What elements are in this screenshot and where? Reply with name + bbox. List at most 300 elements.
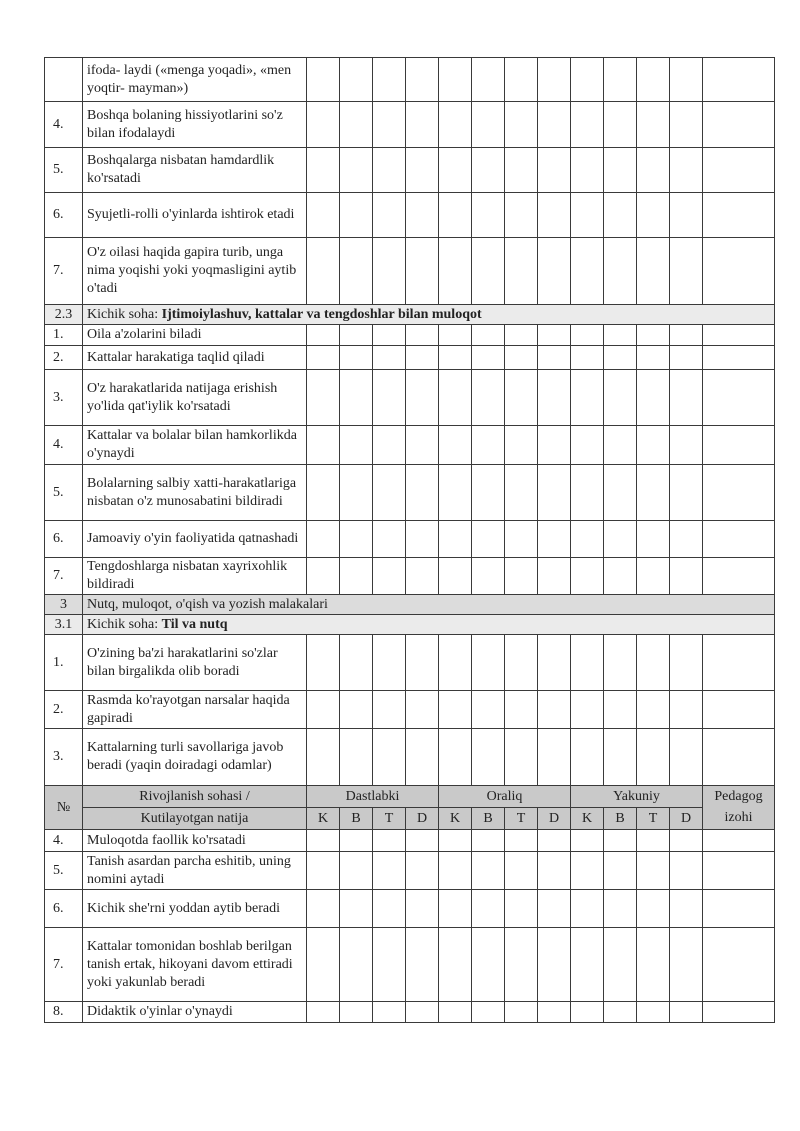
score-cell[interactable] [307,729,340,786]
score-cell[interactable] [604,691,637,729]
score-cell[interactable] [406,426,439,465]
score-cell[interactable] [637,148,670,193]
score-cell[interactable] [307,890,340,928]
score-cell[interactable] [571,58,604,102]
score-cell[interactable] [505,691,538,729]
score-cell[interactable] [571,346,604,370]
score-cell[interactable] [637,102,670,148]
score-cell[interactable] [505,521,538,558]
score-cell[interactable] [472,325,505,346]
score-cell[interactable] [406,830,439,852]
table-row [45,852,775,890]
score-cell[interactable] [439,852,472,890]
score-cell[interactable] [373,635,406,691]
row-number: 4. [45,102,83,148]
score-cell[interactable] [373,325,406,346]
score-cell[interactable] [307,102,340,148]
row-number: 1. [45,635,83,691]
score-cell[interactable] [571,193,604,238]
header-letter: B [340,808,373,830]
score-cell[interactable] [604,325,637,346]
score-cell[interactable] [373,852,406,890]
score-cell[interactable] [472,691,505,729]
score-cell[interactable] [505,558,538,595]
score-cell[interactable] [373,890,406,928]
score-cell[interactable] [637,193,670,238]
score-cell[interactable] [637,238,670,305]
score-cell[interactable] [406,928,439,1002]
score-cell[interactable] [538,58,571,102]
section-title [83,615,775,635]
score-cell[interactable] [340,193,373,238]
score-cell[interactable] [307,691,340,729]
score-cell[interactable] [373,691,406,729]
score-cell[interactable] [505,370,538,426]
score-cell[interactable] [406,521,439,558]
score-cell[interactable] [670,193,703,238]
score-cell[interactable] [439,521,472,558]
score-cell[interactable] [637,58,670,102]
score-cell[interactable] [340,238,373,305]
score-cell[interactable] [571,558,604,595]
score-cell[interactable] [307,370,340,426]
score-cell[interactable] [637,1002,670,1023]
score-cell[interactable] [439,928,472,1002]
score-cell[interactable] [340,58,373,102]
score-cell[interactable] [406,852,439,890]
score-cell[interactable] [307,1002,340,1023]
score-cell[interactable] [571,325,604,346]
score-cell[interactable] [340,465,373,521]
score-cell[interactable] [439,558,472,595]
score-cell[interactable] [307,325,340,346]
row-text: Kattalar tomonidan boshlab berilgan tanish ertak, hikoyani davom ettiradi yoki yakunlab beradi [83,928,307,1002]
score-cell[interactable] [703,852,775,890]
score-cell[interactable] [439,193,472,238]
score-cell[interactable] [604,1002,637,1023]
score-cell[interactable] [472,635,505,691]
score-cell[interactable] [670,521,703,558]
header-letter: B [604,808,637,830]
table-row [45,830,775,852]
header-letter: K [307,808,340,830]
score-cell[interactable] [505,635,538,691]
score-cell[interactable] [373,729,406,786]
score-cell[interactable] [637,346,670,370]
score-cell[interactable] [670,830,703,852]
table-row [45,928,775,1002]
score-cell[interactable] [472,148,505,193]
score-cell[interactable] [505,148,538,193]
score-cell[interactable] [703,1002,775,1023]
score-cell[interactable] [340,558,373,595]
score-cell[interactable] [505,325,538,346]
score-cell[interactable] [670,148,703,193]
score-cell[interactable] [505,465,538,521]
score-cell[interactable] [571,729,604,786]
header-letter: K [439,808,472,830]
score-cell[interactable] [472,890,505,928]
score-cell[interactable] [571,102,604,148]
score-cell[interactable] [406,148,439,193]
score-cell[interactable] [406,193,439,238]
score-cell[interactable] [538,370,571,426]
score-cell[interactable] [307,238,340,305]
score-cell[interactable] [439,890,472,928]
score-cell[interactable] [340,635,373,691]
score-cell[interactable] [307,521,340,558]
score-cell[interactable] [505,928,538,1002]
score-cell[interactable] [637,521,670,558]
score-cell[interactable] [439,325,472,346]
header-note-1: Pedagog [703,786,775,808]
score-cell[interactable] [373,928,406,1002]
header-letter: D [670,808,703,830]
score-cell[interactable] [472,521,505,558]
score-cell[interactable] [439,148,472,193]
score-cell[interactable] [472,346,505,370]
score-cell[interactable] [505,1002,538,1023]
subsection-label: Kichik soha: [87,306,162,322]
score-cell[interactable] [406,890,439,928]
score-cell[interactable] [637,558,670,595]
score-cell[interactable] [505,852,538,890]
score-cell[interactable] [571,370,604,426]
score-cell[interactable] [373,558,406,595]
score-cell[interactable] [439,830,472,852]
score-cell[interactable] [307,148,340,193]
score-cell[interactable] [538,691,571,729]
score-cell[interactable] [505,426,538,465]
score-cell[interactable] [439,465,472,521]
score-cell[interactable] [472,58,505,102]
score-cell[interactable] [538,346,571,370]
assessment-table [44,57,775,1023]
header-number: № [45,786,83,830]
row-text: Rasmda ko'rayotgan narsalar haqida gapiradi [83,691,307,729]
score-cell[interactable] [505,830,538,852]
row-number [45,58,83,102]
score-cell[interactable] [571,635,604,691]
score-cell[interactable] [670,58,703,102]
score-cell[interactable] [340,928,373,1002]
score-cell[interactable] [373,58,406,102]
score-cell[interactable] [604,370,637,426]
row-text: Boshqa bolaning hissiyotlarini so'z bilan ifodalaydi [83,102,307,148]
score-cell[interactable] [406,465,439,521]
score-cell[interactable] [373,238,406,305]
row-text: Kattalar va bolalar bilan hamkorlikda o'ynaydi [83,426,307,465]
section-title: Nutq, muloqot, o'qish va yozish malakalari [83,595,775,615]
score-cell[interactable] [472,465,505,521]
score-cell[interactable] [538,238,571,305]
score-cell[interactable] [670,852,703,890]
score-cell[interactable] [439,729,472,786]
score-cell[interactable] [604,928,637,1002]
score-cell[interactable] [406,558,439,595]
score-cell[interactable] [637,370,670,426]
row-text: ifoda- laydi («menga yoqadi», «men yoqtir- mayman») [83,58,307,102]
score-cell[interactable] [703,691,775,729]
score-cell[interactable] [307,558,340,595]
score-cell[interactable] [703,102,775,148]
header-letter: T [373,808,406,830]
score-cell[interactable] [538,635,571,691]
row-number: 2. [45,346,83,370]
score-cell[interactable] [538,852,571,890]
score-cell[interactable] [670,1002,703,1023]
header-note-2: izohi [703,808,775,830]
score-cell[interactable] [406,346,439,370]
score-cell[interactable] [703,928,775,1002]
score-cell[interactable] [307,193,340,238]
score-cell[interactable] [571,928,604,1002]
score-cell[interactable] [373,148,406,193]
score-cell[interactable] [406,635,439,691]
score-cell[interactable] [604,729,637,786]
score-cell[interactable] [670,346,703,370]
score-cell[interactable] [538,890,571,928]
score-cell[interactable] [604,890,637,928]
score-cell[interactable] [604,426,637,465]
score-cell[interactable] [472,238,505,305]
score-cell[interactable] [307,852,340,890]
score-cell[interactable] [604,852,637,890]
score-cell[interactable] [604,558,637,595]
score-cell[interactable] [604,58,637,102]
table-row [45,1002,775,1023]
score-cell[interactable] [373,102,406,148]
score-cell[interactable] [340,346,373,370]
score-cell[interactable] [373,193,406,238]
score-cell[interactable] [505,729,538,786]
score-cell[interactable] [538,426,571,465]
score-cell[interactable] [307,58,340,102]
score-cell[interactable] [373,426,406,465]
score-cell[interactable] [307,346,340,370]
score-cell[interactable] [604,521,637,558]
score-cell[interactable] [703,890,775,928]
score-cell[interactable] [406,1002,439,1023]
row-number: 2. [45,691,83,729]
score-cell[interactable] [340,102,373,148]
score-cell[interactable] [703,635,775,691]
score-cell[interactable] [703,465,775,521]
score-cell[interactable] [373,465,406,521]
table-row [45,729,775,786]
score-cell[interactable] [538,558,571,595]
score-cell[interactable] [472,558,505,595]
score-cell[interactable] [637,852,670,890]
score-cell[interactable] [703,729,775,786]
score-cell[interactable] [604,830,637,852]
score-cell[interactable] [505,890,538,928]
score-cell[interactable] [637,729,670,786]
score-cell[interactable] [538,729,571,786]
score-cell[interactable] [538,521,571,558]
score-cell[interactable] [505,346,538,370]
score-cell[interactable] [571,148,604,193]
score-cell[interactable] [670,238,703,305]
score-cell[interactable] [571,521,604,558]
score-cell[interactable] [439,691,472,729]
score-cell[interactable] [604,193,637,238]
score-cell[interactable] [538,102,571,148]
score-cell[interactable] [373,521,406,558]
score-cell[interactable] [307,465,340,521]
score-cell[interactable] [703,521,775,558]
row-text: O'zining ba'zi harakatlarini so'zlar bilan birgalikda olib boradi [83,635,307,691]
score-cell[interactable] [472,193,505,238]
score-cell[interactable] [406,370,439,426]
score-cell[interactable] [571,890,604,928]
score-cell[interactable] [604,102,637,148]
score-cell[interactable] [439,635,472,691]
score-cell[interactable] [472,830,505,852]
score-cell[interactable] [604,238,637,305]
score-cell[interactable] [637,426,670,465]
score-cell[interactable] [307,635,340,691]
score-cell[interactable] [373,1002,406,1023]
score-cell[interactable] [472,102,505,148]
score-cell[interactable] [406,102,439,148]
score-cell[interactable] [406,238,439,305]
score-cell[interactable] [571,691,604,729]
score-cell[interactable] [670,635,703,691]
score-cell[interactable] [373,346,406,370]
score-cell[interactable] [637,691,670,729]
score-cell[interactable] [505,58,538,102]
score-cell[interactable] [373,830,406,852]
row-number: 1. [45,325,83,346]
score-cell[interactable] [604,635,637,691]
score-cell[interactable] [703,148,775,193]
score-cell[interactable] [703,830,775,852]
score-cell[interactable] [472,729,505,786]
score-cell[interactable] [340,890,373,928]
score-cell[interactable] [340,521,373,558]
score-cell[interactable] [538,465,571,521]
score-cell[interactable] [703,193,775,238]
table-row [45,148,775,193]
score-cell[interactable] [670,729,703,786]
score-cell[interactable] [340,370,373,426]
score-cell[interactable] [472,1002,505,1023]
score-cell[interactable] [703,325,775,346]
score-cell[interactable] [538,1002,571,1023]
score-cell[interactable] [703,370,775,426]
score-cell[interactable] [571,465,604,521]
score-cell[interactable] [373,370,406,426]
score-cell[interactable] [670,426,703,465]
score-cell[interactable] [637,465,670,521]
score-cell[interactable] [604,465,637,521]
score-cell[interactable] [505,102,538,148]
score-cell[interactable] [439,102,472,148]
score-cell[interactable] [472,928,505,1002]
score-cell[interactable] [307,928,340,1002]
score-cell[interactable] [571,852,604,890]
score-cell[interactable] [670,102,703,148]
score-cell[interactable] [571,426,604,465]
table-row [45,691,775,729]
score-cell[interactable] [670,890,703,928]
score-cell[interactable] [472,370,505,426]
score-cell[interactable] [439,238,472,305]
score-cell[interactable] [340,830,373,852]
score-cell[interactable] [340,148,373,193]
table-row [45,635,775,691]
score-cell[interactable] [439,1002,472,1023]
row-number: 6. [45,193,83,238]
score-cell[interactable] [406,691,439,729]
score-cell[interactable] [703,346,775,370]
score-cell[interactable] [406,325,439,346]
score-cell[interactable] [439,426,472,465]
score-cell[interactable] [439,58,472,102]
score-cell[interactable] [439,370,472,426]
score-cell[interactable] [307,426,340,465]
score-cell[interactable] [571,1002,604,1023]
row-number: 4. [45,426,83,465]
score-cell[interactable] [538,148,571,193]
section-row [45,595,775,615]
row-number: 8. [45,1002,83,1023]
score-cell[interactable] [406,729,439,786]
score-cell[interactable] [505,193,538,238]
score-cell[interactable] [538,325,571,346]
score-cell[interactable] [340,852,373,890]
score-cell[interactable] [637,928,670,1002]
score-cell[interactable] [670,691,703,729]
score-cell[interactable] [406,58,439,102]
score-cell[interactable] [670,370,703,426]
score-cell[interactable] [637,890,670,928]
score-cell[interactable] [604,148,637,193]
score-cell[interactable] [637,830,670,852]
score-cell[interactable] [340,426,373,465]
score-cell[interactable] [472,426,505,465]
score-cell[interactable] [538,928,571,1002]
score-cell[interactable] [340,691,373,729]
score-cell[interactable] [340,1002,373,1023]
score-cell[interactable] [703,426,775,465]
score-cell[interactable] [637,325,670,346]
score-cell[interactable] [538,193,571,238]
score-cell[interactable] [604,346,637,370]
score-cell[interactable] [571,830,604,852]
header-letter: D [538,808,571,830]
score-cell[interactable] [439,346,472,370]
score-cell[interactable] [703,558,775,595]
score-cell[interactable] [670,928,703,1002]
score-cell[interactable] [670,465,703,521]
score-cell[interactable] [670,558,703,595]
score-cell[interactable] [703,58,775,102]
score-cell[interactable] [637,635,670,691]
score-cell[interactable] [472,852,505,890]
score-cell[interactable] [703,238,775,305]
score-cell[interactable] [670,325,703,346]
score-cell[interactable] [307,830,340,852]
score-cell[interactable] [571,238,604,305]
score-cell[interactable] [538,830,571,852]
table-row [45,370,775,426]
score-cell[interactable] [340,729,373,786]
score-cell[interactable] [340,325,373,346]
score-cell[interactable] [505,238,538,305]
row-number: 4. [45,830,83,852]
